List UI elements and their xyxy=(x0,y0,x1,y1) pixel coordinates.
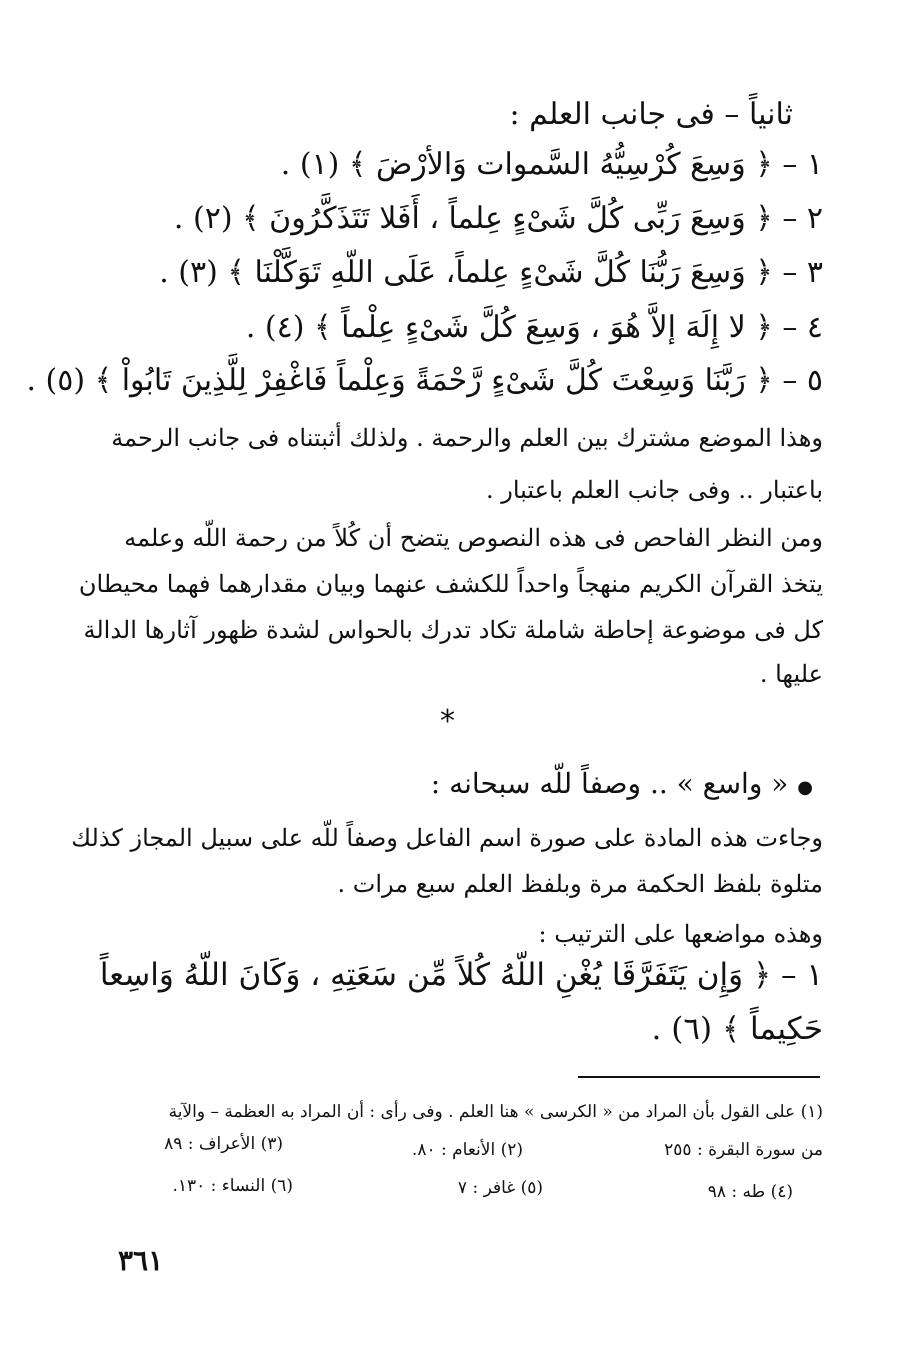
subheading xyxy=(430,767,813,800)
subheading-text: « واسع » .. وصفاً للّه سبحانه : xyxy=(430,767,789,800)
paragraph-2-line-2: يتخذ القرآن الكريم منهجاً واحداً للكشف عنهما وبيان مقدارهما فهما محيطان xyxy=(78,570,823,598)
footnote-2: (٢) الأنعام : ٨٠. xyxy=(411,1140,523,1160)
verse-6-line-2: حَكِيماً ﴾ (٦) . xyxy=(651,1011,823,1047)
footnote-6: (٦) النساء : ١٣٠. xyxy=(172,1176,293,1196)
paragraph-3-line-1: وجاءت هذه المادة على صورة اسم الفاعل وصفاً للّه على سبيل المجاز كذلك xyxy=(71,824,823,852)
bullet-icon: ● xyxy=(797,777,813,798)
paragraph-2-line-4: عليها . xyxy=(759,660,823,688)
paragraph-2-line-3: كل فى موضوعة إحاطة شاملة تكاد تدرك بالحواس لشدة ظهور آثارها الدالة xyxy=(83,616,823,644)
page-number: ٣٦١ xyxy=(118,1244,164,1277)
footnote-5: (٥) غافر : ٧ xyxy=(457,1178,543,1198)
footnote-1: (١) على القول بأن المراد من « الكرسى » هنا العلم . وفى رأى : أن المراد به العظمة – والآية xyxy=(168,1102,823,1122)
verse-1: ١ – ﴿ وَسِعَ كُرْسِيُّهُ السَّموات وَالأرْضَ ﴾ (١) . xyxy=(280,147,823,182)
verse-3: ٣ – ﴿ وَسِعَ رَبُّنَا كُلَّ شَىْءٍ عِلماً، عَلَى اللّهِ تَوَكَّلْنَا ﴾ (٣) . xyxy=(159,255,823,290)
footnote-divider xyxy=(578,1076,820,1078)
footnote-1-continued: من سورة البقرة : ٢٥٥ xyxy=(664,1140,823,1160)
verse-5: ٥ – ﴿ رَبَّنَا وَسِعْتَ كُلَّ شَىْءٍ رَّحْمَةً وَعِلْماً فَاغْفِرْ لِلَّذِينَ تَابُواْ ﴾ (٥) . xyxy=(26,363,823,398)
paragraph-2-line-1: ومن النظر الفاحص فى هذه النصوص يتضح أن كُلاً من رحمة اللّه وعلمه xyxy=(124,524,823,552)
paragraph-3-line-2: متلوة بلفظ الحكمة مرة وبلفظ العلم سبع مرات . xyxy=(337,870,823,898)
verse-2: ٢ – ﴿ وَسِعَ رَبِّى كُلَّ شَىْءٍ عِلماً ، أَفَلا تَتَذَكَّرُونَ ﴾ (٢) . xyxy=(173,201,823,236)
verse-4: ٤ – ﴿ لا إِلَهَ إلاَّ هُوَ ، وَسِعَ كُلَّ شَىْءٍ عِلْماً ﴾ (٤) . xyxy=(245,310,823,345)
paragraph-4: وهذه مواضعها على الترتيب : xyxy=(538,920,823,948)
footnote-4: (٤) طه : ٩٨ xyxy=(707,1182,793,1202)
paragraph-1-line-1: وهذا الموضع مشترك بين العلم والرحمة . ولذلك أثبتناه فى جانب الرحمة xyxy=(111,424,823,452)
verse-6-line-1: ١ – ﴿ وَإِن يَتَفَرَّقَا يُغْنِ اللّهُ كُلاً مِّن سَعَتِهِ ، وَكَانَ اللّهُ وَاسِعاً xyxy=(99,957,823,993)
section-heading: ثانياً – فى جانب العلم : xyxy=(509,97,793,132)
section-separator-asterisk: * xyxy=(440,704,455,739)
paragraph-1-line-2: باعتبار .. وفى جانب العلم باعتبار . xyxy=(486,476,823,504)
footnote-3: (٣) الأعراف : ٨٩ xyxy=(164,1134,283,1154)
